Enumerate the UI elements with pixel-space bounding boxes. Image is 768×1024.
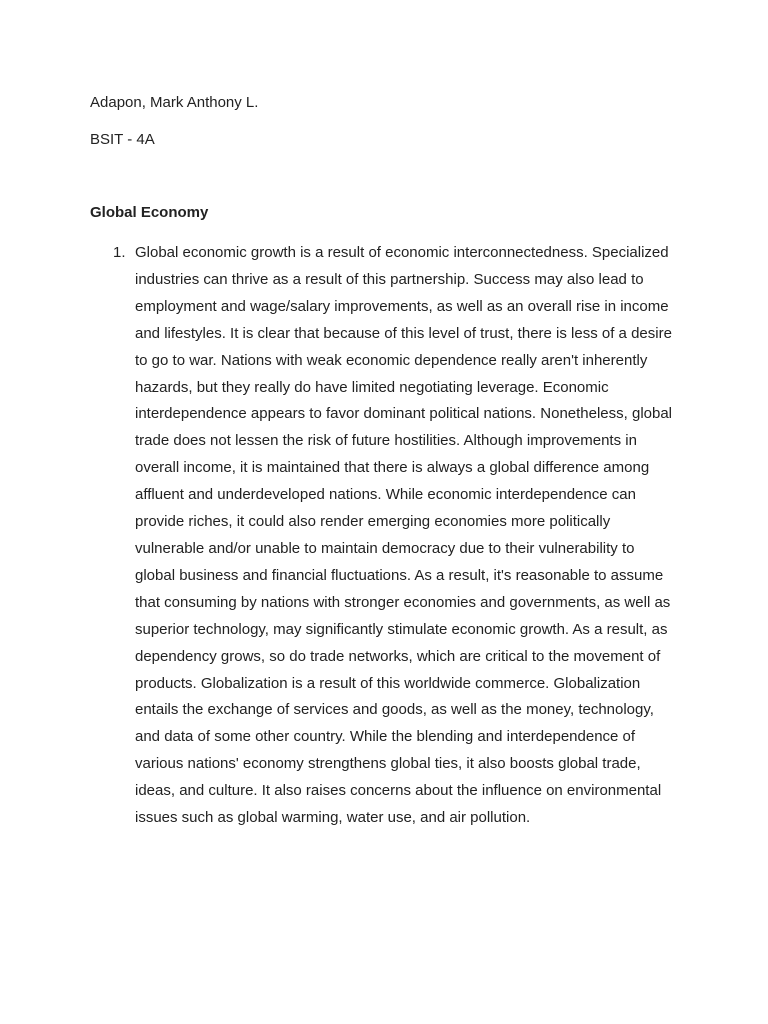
paragraph-line: superior technology, may significantly stimulate economic growth. As a result, as	[135, 620, 668, 638]
paragraph-line: dependency grows, so do trade networks, which are critical to the movement of	[135, 647, 661, 665]
paragraph-line: various nations' economy strengthens global ties, it also boosts global trade,	[135, 755, 641, 773]
paragraph-line: and data of some other country. While the blending and interdependence of	[135, 728, 636, 746]
list-item-number: 1.	[113, 244, 126, 261]
paragraph-line: products. Globalization is a result of this worldwide commerce. Globalization	[135, 674, 641, 692]
paragraph-line: that consuming by nations with stronger economies and governments, as well as	[135, 593, 671, 611]
paragraph-line: vulnerable and/or unable to maintain democracy due to their vulnerability to	[135, 539, 635, 557]
author-name: Adapon, Mark Anthony L.	[90, 94, 259, 111]
paragraph-line: Global economic growth is a result of economic interconnectedness. Specialized	[135, 244, 669, 261]
paragraph-line: and lifestyles. It is clear that because of this level of trust, there is less of a desire	[135, 324, 672, 342]
paragraph-line: interdependence appears to favor dominant political nations. Nonetheless, global	[135, 405, 673, 423]
paragraph-line: overall income, it is maintained that there is always a global difference among	[135, 459, 650, 477]
paragraph-line: global business and financial fluctuations. As a result, it's reasonable to assume	[135, 566, 664, 584]
paragraph-line: to go to war. Nations with weak economic dependence really aren't inherently	[135, 351, 648, 369]
paragraph-line: issues such as global warming, water use, and air pollution.	[135, 809, 531, 827]
paragraph-line: affluent and underdeveloped nations. While economic interdependence can	[135, 486, 636, 504]
class-section: BSIT - 4A	[90, 131, 155, 148]
paragraph-line: ideas, and culture. It also raises concerns about the influence on environmental	[135, 782, 662, 800]
paragraph-line: employment and wage/salary improvements, as well as an overall rise in income	[135, 297, 669, 315]
paragraph-line: provide riches, it could also render emerging economies more politically	[135, 513, 611, 531]
document-title: Global Economy	[90, 204, 209, 221]
paragraph-line: entails the exchange of services and goods, as well as the money, technology,	[135, 701, 654, 719]
paragraph-text	[135, 240, 680, 832]
paragraph-line: hazards, but they really do have limited negotiating leverage. Economic	[135, 378, 609, 396]
paragraph-line: industries can thrive as a result of this partnership. Success may also lead to	[135, 270, 644, 288]
paragraph-line: trade does not lessen the risk of future hostilities. Although improvements in	[135, 432, 637, 450]
